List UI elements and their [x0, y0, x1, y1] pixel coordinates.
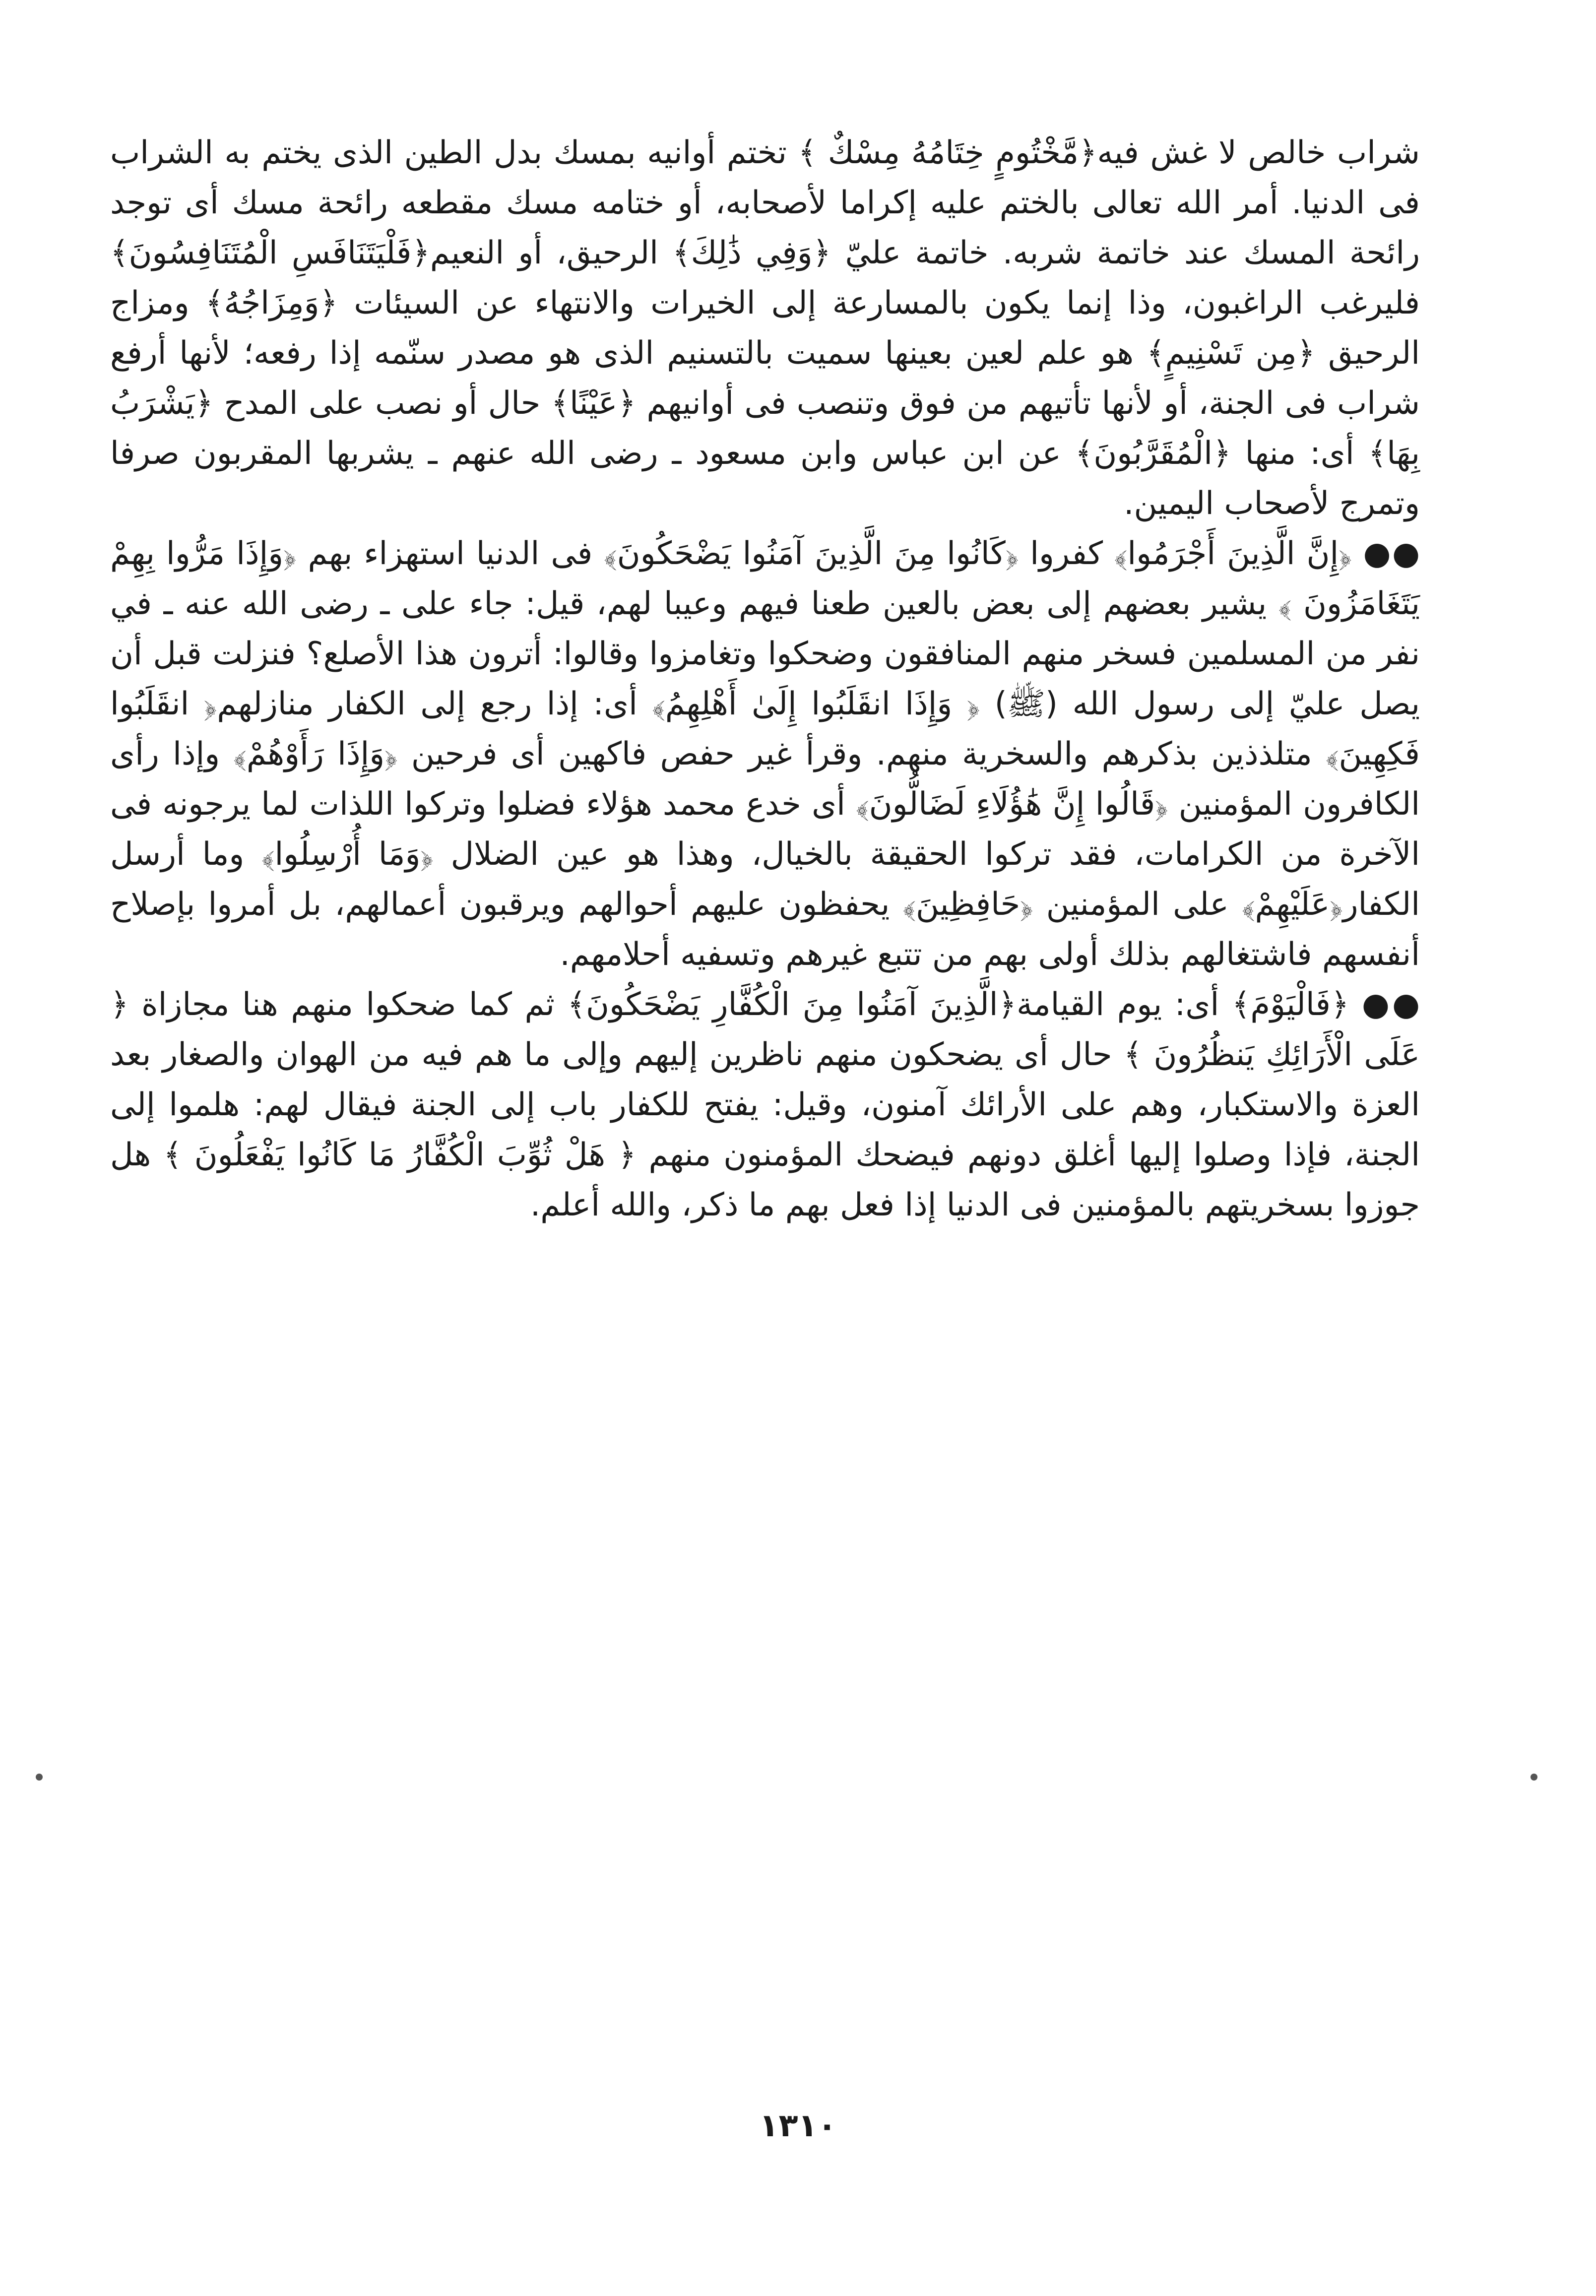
margin-dot-left	[36, 1774, 43, 1781]
paragraph-3: ●● ﴿فَالْيَوْمَ﴾ أى: يوم القيامة﴿الَّذِينَ آمَنُوا مِنَ الْكُفَّارِ يَضْحَكُونَ﴾ ثم كما ضحكوا منهم هنا مجازاة ﴿ عَلَى الْأَرَائِكِ يَنظُرُونَ ﴾ حال أى يضحكون منهم ناظرين إليهم وإلى ما هم فيه من الهوان والصغار بعد العزة والاستكبار، وهم على الأرائك آمنون، وقيل: يفتح للكفار باب إلى الجنة فيقال لهم: هلموا إلى الجنة، فإذا وصلوا إليها أغلق دونهم فيضحك المؤمنون منهم ﴿ هَلْ ثُوِّبَ الْكُفَّارُ مَا كَانُوا يَفْعَلُونَ ﴾ هل جوزوا بسخريتهم بالمؤمنين فى الدنيا إذا فعل بهم ما ذكر، والله أعلم.	[110, 986, 1420, 1223]
body-text	[110, 128, 1420, 1230]
page-number: ١٣١٠	[759, 2107, 837, 2144]
margin-dot-right	[1531, 1774, 1537, 1781]
paragraph-1: شراب خالص لا غش فيه﴿مَّخْتُومٍ خِتَامُهُ مِسْكٌ ﴾ تختم أوانيه بمسك بدل الطين الذى يختم به الشراب فى الدنيا. أمر الله تعالى بالختم عليه إكراما لأصحابه، أو ختامه مسك مقطعه رائحة مسك أى توجد رائحة المسك عند خاتمة شربه. خاتمة عليّ ﴿وَفِي ذَٰلِكَ﴾ الرحيق، أو النعيم﴿فَلْيَتَنَافَسِ الْمُتَنَافِسُونَ﴾ فليرغب الراغبون، وذا إنما يكون بالمسارعة إلى الخيرات والانتهاء عن السيئات ﴿وَمِزَاجُهُ﴾ ومزاج الرحيق ﴿مِن تَسْنِيمٍ﴾ هو علم لعين بعينها سميت بالتسنيم الذى هو مصدر سنّمه إذا رفعه؛ لأنها أرفع شراب فى الجنة، أو لأنها تأتيهم من فوق وتنصب فى أوانيهم ﴿عَيْنًا﴾ حال أو نصب على المدح ﴿يَشْرَبُ بِهَا﴾ أى: منها ﴿الْمُقَرَّبُونَ﴾ عن ابن عباس وابن مسعود ـ رضى الله عنهم ـ يشربها المقربون صرفا وتمرج لأصحاب اليمين.	[110, 134, 1420, 522]
paragraph-2: ●● ﴿إِنَّ الَّذِينَ أَجْرَمُوا﴾ كفروا ﴿كَانُوا مِنَ الَّذِينَ آمَنُوا يَضْحَكُونَ﴾ فى الدنيا استهزاء بهم ﴿وَإِذَا مَرُّوا بِهِمْ يَتَغَامَزُونَ ﴾ يشير بعضهم إلى بعض بالعين طعنا فيهم وعيبا لهم، قيل: جاء على ـ رضى الله عنه ـ في نفر من المسلمين فسخر منهم المنافقون وضحكوا وتغامزوا وقالوا: أترون هذا الأصلع؟ فنزلت قبل أن يصل عليّ إلى رسول الله (ﷺ) ﴿ وَإِذَا انقَلَبُوا إِلَىٰ أَهْلِهِمُ﴾ أى: إذا رجع إلى الكفار منازلهم﴿ انقَلَبُوا فَكِهِينَ﴾ متلذذين بذكرهم والسخرية منهم. وقرأ غير حفص فاكهين أى فرحين ﴿وَإِذَا رَأَوْهُمْ﴾ وإذا رأى الكافرون المؤمنين ﴿قَالُوا إِنَّ هَٰؤُلَاءِ لَضَالُّونَ﴾ أى خدع محمد هؤلاء فضلوا وتركوا اللذات لما يرجونه فى الآخرة من الكرامات، فقد تركوا الحقيقة بالخيال، وهذا هو عين الضلال ﴿وَمَا أُرْسِلُوا﴾ وما أرسل الكفار﴿عَلَيْهِمْ﴾ على المؤمنين ﴿حَافِظِينَ﴾ يحفظون عليهم أحوالهم ويرقبون أعمالهم، بل أمروا بإصلاح أنفسهم فاشتغالهم بذلك أولى بهم من تتبع غيرهم وتسفيه أحلامهم.	[110, 535, 1420, 973]
